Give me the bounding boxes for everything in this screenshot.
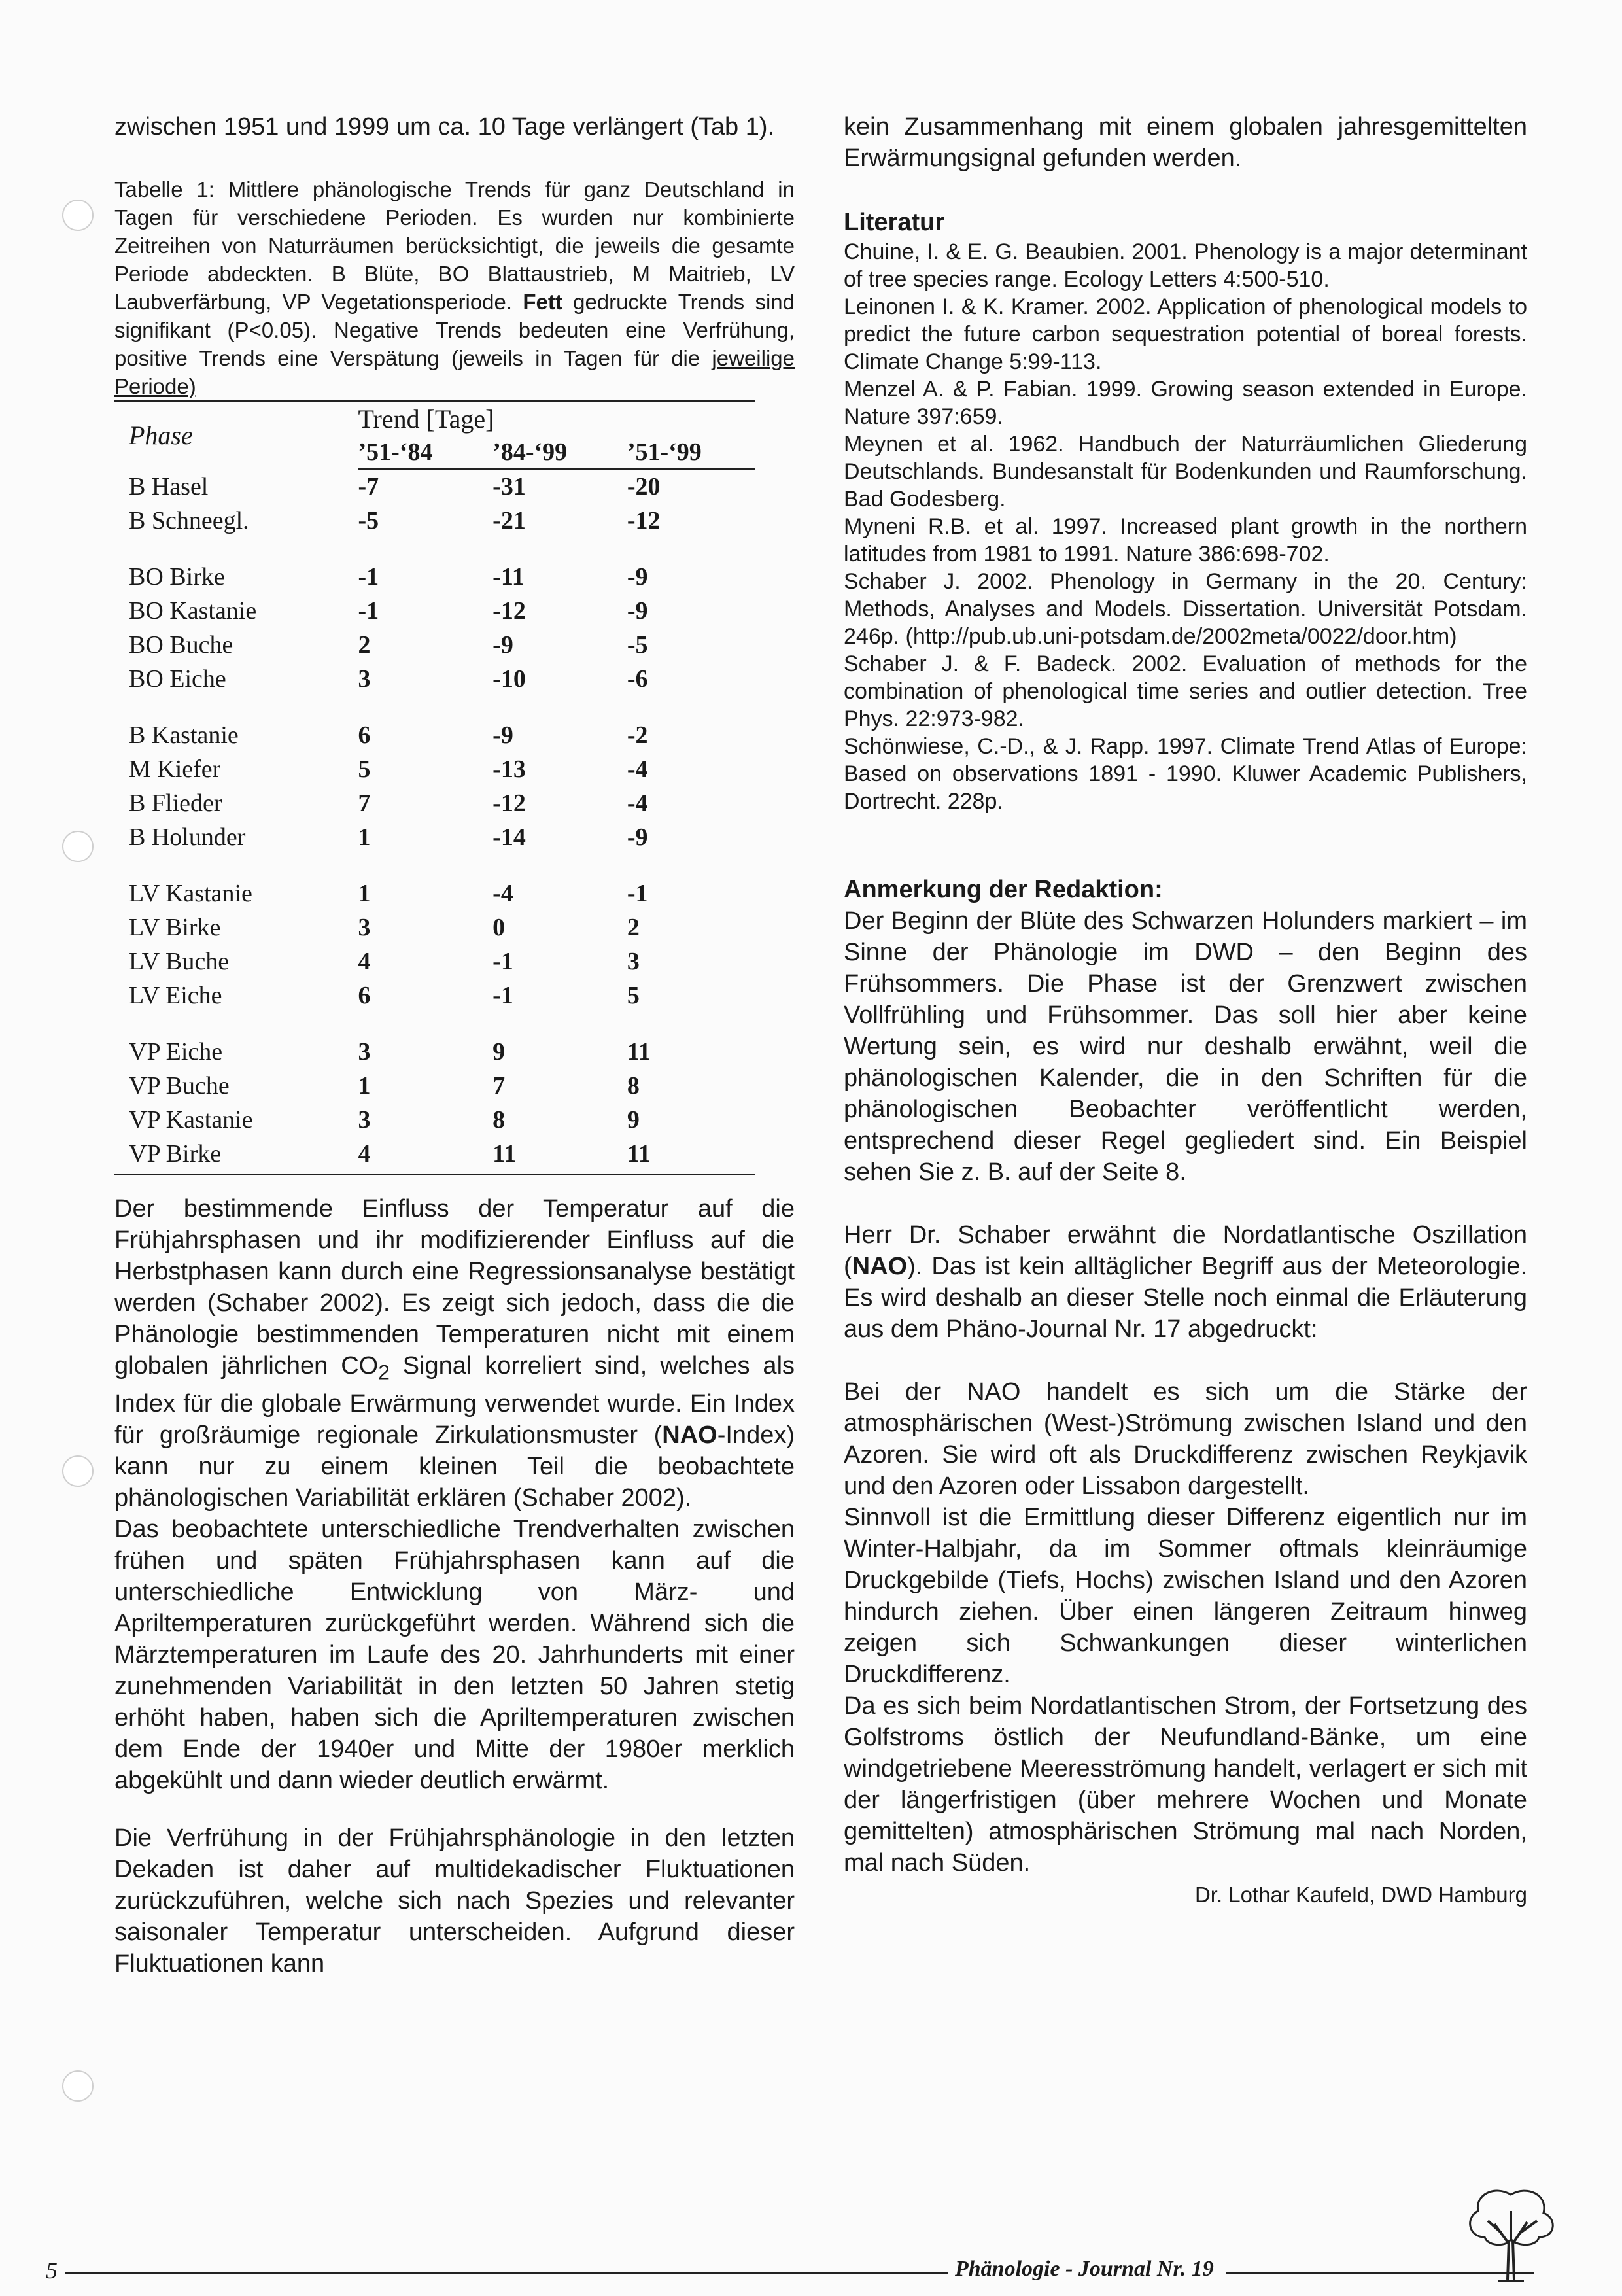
trend-cell: 11 [627,1140,651,1168]
table-row [114,718,755,752]
table-row [114,911,755,945]
table-caption [114,175,795,400]
spacer-row [114,854,755,877]
trend-cell: -5 [627,631,648,659]
table-row [114,662,755,696]
trend-header: Trend [Tage] [358,401,756,436]
phase-cell: BO Kastanie [129,597,257,625]
trend-cell: -7 [358,473,379,500]
signature: Dr. Lothar Kaufeld, DWD Hamburg [1194,1883,1527,1907]
binder-hole [62,831,94,862]
literature-heading: Literatur [844,209,945,236]
trend-cell: 11 [492,1140,517,1168]
trend-cell: -20 [627,473,661,500]
trend-cell: -2 [627,722,648,749]
phase-cell: B Flieder [129,790,222,817]
trend-cell: -9 [627,563,648,591]
table-row [114,560,755,594]
phase-cell: B Kastanie [129,722,239,749]
table-row [114,877,755,911]
spacer-row [114,696,755,718]
trend-cell: -4 [627,756,648,783]
page-number: 5 [46,2257,58,2284]
trend-cell: 8 [492,1106,506,1134]
paragraph-text: Herr Dr. Schaber erwähnt die Nordatlantische Oszillation ( [844,1221,1527,1280]
trend-cell: 3 [358,1038,371,1066]
trend-cell: 4 [358,948,371,975]
trend-cell: -12 [492,597,526,625]
reference-item: Meynen et al. 1962. Handbuch der Naturräumlichen Gliederung Deutschlands. Bundesanstalt für Bodenkunden und Raumforschung. Bad Godesberg. [844,432,1527,512]
trend-cell: 1 [358,880,371,907]
trend-cell: 5 [358,756,371,783]
phase-cell: VP Eiche [129,1038,223,1066]
paragraph-3: Die Verfrühung in der Frühjahrsphänologie in den letzten Dekaden ist daher auf multidekadischer Fluktuationen zurückzuführen, welche sich nach Spezies und relevanter saisonaler Temperatur unterscheiden. Aufgrund dieser Fluktuationen kann [114,1824,795,1977]
reference-item: Leinonen I. & K. Kramer. 2002. Application of phenological models to predict the future carbon sequestration potential of boreal forests. Climate Change 5:99-113. [844,294,1527,374]
trend-cell: 3 [358,665,371,693]
phase-cell: LV Buche [129,948,230,975]
footer-rule [65,2272,948,2274]
table-row [114,945,755,979]
paragraph-text: Signal korreliert sind, welches als Index für die globale Erwärmung verwendet wurde. Ein Index für großräumige regionale Zirkulationsmuster ( [114,1352,795,1449]
trend-cell: -9 [492,722,513,749]
bold-term: NAO [662,1421,717,1449]
binder-hole [62,200,94,231]
reference-item: Schaber J. 2002. Phenology in Germany in the 20. Century: Methods, Analyses and Models. Dissertation. Universität Potsdam. 246p. (http://pub.ub.uni-potsdam.de/2002meta/0022/door.htm) [844,569,1527,649]
trend-cell: -14 [492,824,526,851]
phase-cell: VP Kastanie [129,1106,253,1134]
phase-cell: B Hasel [129,472,209,500]
reference-item: Menzel A. & P. Fabian. 1999. Growing season extended in Europe. Nature 397:659. [844,377,1527,429]
phase-cell: BO Birke [129,563,225,591]
table-row [114,786,755,820]
trend-cell: 1 [358,1072,371,1100]
table-row [114,1069,755,1103]
trend-table [114,400,755,1175]
table-row [114,504,755,538]
table-header-row [114,401,755,436]
caption-text: Tabelle 1: Mittlere phänologische Trends für ganz Deutschland in Tagen für verschiedene Perioden. Es wurden nur kombinierte Zeitreihen von Naturräumen berücksichtigt, die jeweils die gesamte Periode abdeckten. B Blüte, BO Blattaustrieb, M Maitrieb, LV Laubverfärbung, VP Vegetationsperiode. [114,177,795,314]
reference-item: Chuine, I. & E. G. Beaubien. 2001. Phenology is a major determinant of tree species range. Ecology Letters 4:500-510. [844,239,1527,292]
trend-cell: 3 [358,914,371,941]
trend-cell: 3 [358,1106,371,1134]
intro-text: zwischen 1951 und 1999 um ca. 10 Tage verlängert (Tab 1). [114,113,775,141]
trend-cell: -21 [492,507,526,534]
reference-item: Schönwiese, C.-D., & J. Rapp. 1997. Climate Trend Atlas of Europe: Based on observations 1891 - 1990. Kluwer Academic Publishers, Dortrecht. 228p. [844,734,1527,814]
left-column [114,111,795,1979]
table-row [114,752,755,786]
nao-intro [844,1219,1527,1345]
trend-cell: 2 [358,631,371,659]
table-row [114,594,755,628]
spacer-row [114,538,755,560]
bold-term: NAO [852,1253,908,1280]
trend-cell: -10 [492,665,526,693]
trend-cell: 2 [627,914,640,941]
intro-text-right: kein Zusammenhang mit einem globalen jahresgemittelten Erwärmungsignal gefunden werden. [844,113,1527,172]
phase-cell: B Schneegl. [129,507,249,534]
paragraph-text: Der bestimmende Einfluss der Temperatur auf die Frühjahrsphasen und ihr modifizierender Einfluss auf die Herbstphasen kann durch eine Regressionsanalyse bestätigt werden (Schaber 2002). Es zeigt sich jedoch, dass die die Phänologie bestimmenden Temperaturen nicht mit einem globalen jährlichen CO [114,1195,795,1380]
caption-text: gedruckte Trends sind signifikant (P<0.05). Negative Trends bedeuten eine Verfrühung, positive Trends eine Verspätung (jeweils in Tagen für die [114,290,795,370]
caption-underlined: jeweilige Periode) [114,346,795,398]
trend-cell: -1 [627,880,648,907]
trend-cell: 7 [492,1072,506,1100]
trend-cell: -12 [627,507,661,534]
table-row [114,469,755,504]
reference-list [844,238,1527,815]
trend-cell: -1 [358,563,379,591]
phase-cell: BO Buche [129,631,233,659]
trend-cell: 9 [492,1038,506,1066]
trend-cell: 9 [627,1106,640,1134]
binder-hole [62,1455,94,1487]
table-bottom-rule [114,1171,755,1174]
phase-cell: VP Birke [129,1140,222,1168]
phase-cell: VP Buche [129,1072,230,1100]
phase-cell: BO Eiche [129,665,226,693]
trend-cell: 6 [358,722,371,749]
page-footer [46,2257,1557,2296]
trend-cell: -6 [627,665,648,693]
footer-rule [1226,2272,1534,2274]
trend-cell: -11 [492,563,525,591]
trend-cell: 4 [358,1140,371,1168]
nao-paragraph: Bei der NAO handelt es sich um die Stärke der atmosphärischen (West-)Strömung zwischen Island und den Azoren. Sie wird oft als Druckdifferenz zwischen Reykjavik und den Azoren oder Lissabon dargestellt. [844,1378,1527,1500]
trend-cell: -12 [492,790,526,817]
nao-paragraph: Da es sich beim Nordatlantischen Strom, der Fortsetzung des Golfstroms östlich der Neufundland-Bänke, um eine windgetriebene Meeresströmung handelt, verlagert er sich mit der längerfristigen (über mehrere Wochen und Monate gemittelten) atmosphärischen Strömung mal nach Norden, mal nach Süden. [844,1692,1527,1877]
subscript: 2 [378,1360,390,1384]
trend-cell: 7 [358,790,371,817]
trend-cell: -5 [358,507,379,534]
trend-cell: -13 [492,756,526,783]
table-row [114,1137,755,1171]
trend-cell: -1 [492,982,513,1009]
journal-title: Phänologie - Journal Nr. 19 [955,2257,1214,2281]
reference-item: Schaber J. & F. Badeck. 2002. Evaluation of methods for the combination of phenological time series and outlier detection. Tree Phys. 22:973-982. [844,652,1527,731]
trend-cell: -1 [492,948,513,975]
nao-paragraph: Sinnvoll ist die Ermittlung dieser Differenz eigentlich nur im Winter-Halbjahr, da im Sommer oftmals kleinräumige Druckgebilde (Tiefs, Hochs) zwischen Island und den Azoren hindurch ziehen. Über einen längeren Zeitraum hinweg zeigen sich Schwankungen dieser winterlichen Druckdifferenz. [844,1504,1527,1688]
table-row [114,1103,755,1137]
caption-bold: Fett [523,290,562,314]
trend-cell: 5 [627,982,640,1009]
trend-cell: -31 [492,473,526,500]
table-row [114,1035,755,1069]
trend-cell: 1 [358,824,371,851]
phase-header: Phase [114,401,358,469]
binder-hole [62,2070,94,2102]
trend-cell: -9 [492,631,513,659]
paragraph-text: ). Das ist kein alltäglicher Begriff aus der Meteorologie. Es wird deshalb an dieser Stelle noch einmal die Erläuterung aus dem Phäno-Journal Nr. 17 abgedruckt: [844,1253,1527,1343]
trend-cell: -4 [492,880,513,907]
phase-cell: LV Eiche [129,982,222,1009]
trend-cell: 8 [627,1072,640,1100]
period-header: ’51-‘99 [627,436,755,469]
period-header: ’51-‘84 [358,436,493,469]
spacer-row [114,1013,755,1035]
trend-cell: 11 [627,1038,651,1066]
table-row [114,979,755,1013]
phase-cell: M Kiefer [129,756,221,783]
trend-cell: -9 [627,597,648,625]
trend-cell: 0 [492,914,506,941]
table-row [114,820,755,854]
paragraph-1 [114,1193,795,1514]
period-header: ’84-‘99 [492,436,627,469]
trend-cell: 6 [358,982,371,1009]
trend-cell: -4 [627,790,648,817]
phase-cell: B Holunder [129,824,246,851]
phase-cell: LV Birke [129,914,221,941]
table-row [114,628,755,662]
reference-item: Myneni R.B. et al. 1997. Increased plant growth in the northern latitudes from 1981 to 1991. Nature 386:698-702. [844,514,1527,566]
editorial-note-heading: Anmerkung der Redaktion: [844,876,1163,903]
trend-cell: 3 [627,948,640,975]
right-column [844,111,1527,1907]
trend-cell: -9 [627,824,648,851]
paragraph-2: Das beobachtete unterschiedliche Trendverhalten zwischen frühen und späten Frühjahrsphasen kann auf die unterschiedliche Entwicklung von März- und Apriltemperaturen zurückgeführt werden. Während sich die Märztemperaturen im Laufe des 20. Jahrhunderts mit einer zunehmenden Variabilität in den letzten 50 Jahren stetig erhöht haben, haben sich die Apriltemperaturen zwischen dem Ende der 1940er und Mitte der 1980er merklich abgekühlt und dann wieder deutlich erwärmt. [114,1515,795,1794]
editorial-note-text: Der Beginn der Blüte des Schwarzen Holunders markiert – im Sinne der Phänologie im DWD – den Beginn des Frühsommers. Die Phase ist der Grenzwert zwischen Vollfrühling und Frühsommer. Das soll hier aber keine Wertung sein, es wird nur deshalb erwähnt, weil die phänologischen Kalender, die in den Schriften für die phänologischen Beobachter veröffentlicht werden, entsprechend dieser Regel gegliedert sind. Ein Beispiel sehen Sie z. B. auf der Seite 8. [844,907,1527,1186]
phase-cell: LV Kastanie [129,880,252,907]
trend-cell: -1 [358,597,379,625]
paragraph-text: -Index) kann nur zu einem kleinen Teil die beobachtete phänologischen Variabilität erklären (Schaber 2002). [114,1421,795,1512]
